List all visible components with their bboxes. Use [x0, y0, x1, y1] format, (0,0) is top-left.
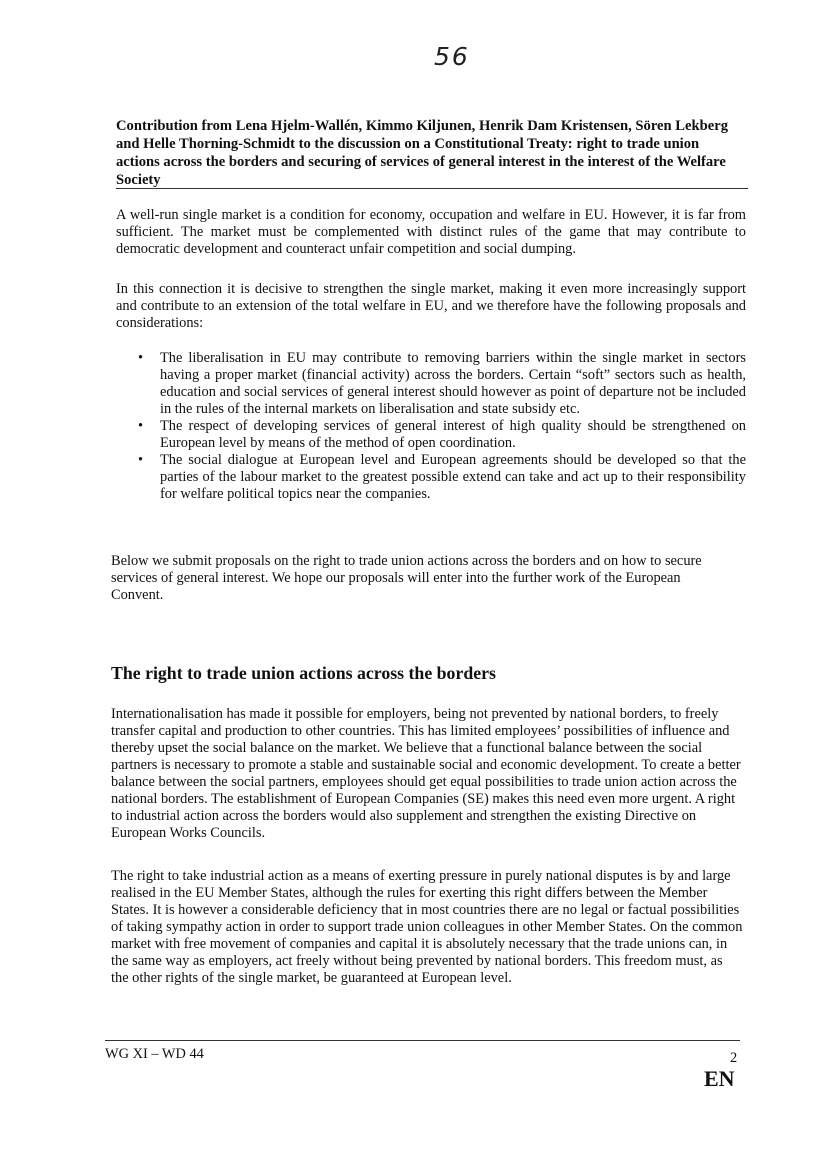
footer-doc-ref: WG XI – WD 44: [105, 1046, 204, 1062]
proposal-item: [132, 418, 746, 452]
proposal-text: The respect of developing services of general interest of high quality should be strengthened on European level by means of the method of open coordination.: [160, 418, 746, 451]
handwritten-page-number: 56: [434, 42, 470, 71]
footer-language: EN: [704, 1066, 735, 1091]
industrial-action-paragraph: The right to take industrial action as a means of exerting pressure in purely national disputes is by and large realised in the EU Member States, although the rules for exerting this right differs between the Member States. It is however a considerable deficiency that in most countries there are no legal or factual possibilities of taking sympathy action in order to support trade union colleagues in other Member States. On the common market with free movement of companies and capital it is absolutely necessary that the trade unions can, in the same way as employers, act freely without being prevented by national borders. This freedom must, as the other rights of the single market, be guaranteed at European level.: [111, 868, 743, 986]
proposal-text: The liberalisation in EU may contribute to removing barriers within the single market in sectors having a proper market (financial activity) across the borders. Certain “soft” sectors such as health, education and social services of general interest should however as point of departure not be included in the rules of the internal markets on liberalisation and state subsidy etc.: [160, 350, 746, 417]
below-paragraph: Below we submit proposals on the right to trade union actions across the borders and on how to secure services of general interest. We hope our proposals will enter into the further work of the European Convent.: [111, 553, 702, 603]
intro-paragraph: A well-run single market is a condition for economy, occupation and welfare in EU. However, it is far from sufficient. The market must be complemented with distinct rules of the game that may contribute to democratic development and counteract unfair competition and social dumping.: [116, 207, 746, 257]
internationalisation-paragraph: Internationalisation has made it possible for employers, being not prevented by national borders, to freely transfer capital and production to other countries. This has limited employees’ possibilities of influence and thereby upset the social balance on the market. We believe that a functional balance between the social partners is necessary to promote a stable and sustainable social and economic development. To create a better balance between the social partners, employees should get equal possibilities to trade union action across the national borders. The establishment of European Companies (SE) makes this need even more urgent. A right to industrial action across the borders would also supplement and strengthen the existing Directive on European Works Councils.: [111, 706, 741, 841]
connection-paragraph: In this connection it is decisive to strengthen the single market, making it even more increasingly support and contribute to an extension of the total welfare in EU, and we therefore have the following proposals and considerations:: [116, 281, 746, 331]
footer-page-number: 2: [730, 1050, 738, 1066]
contribution-title: Contribution from Lena Hjelm-Wallén, Kimmo Kiljunen, Henrik Dam Kristensen, Sören Lekberg and Helle Thorning-Schmidt to the discussion on a Constitutional Treaty: right to trade union actions across the borders and securing of services of general interest in the interest of the Welfare Society: [116, 118, 728, 188]
title-divider: [116, 188, 748, 189]
proposal-list: [132, 350, 746, 503]
footer-divider: [105, 1040, 740, 1041]
section-heading: The right to trade union actions across the borders: [111, 663, 496, 683]
bullet-icon: •: [138, 452, 144, 468]
bullet-icon: •: [138, 350, 144, 366]
proposal-item: [132, 350, 746, 418]
proposal-text: The social dialogue at European level and European agreements should be developed so that the parties of the labour market to the greatest possible extend can take and act up to their responsibility for welfare political topics near the companies.: [160, 452, 746, 502]
bullet-icon: •: [138, 418, 144, 434]
proposal-item: [132, 452, 746, 503]
